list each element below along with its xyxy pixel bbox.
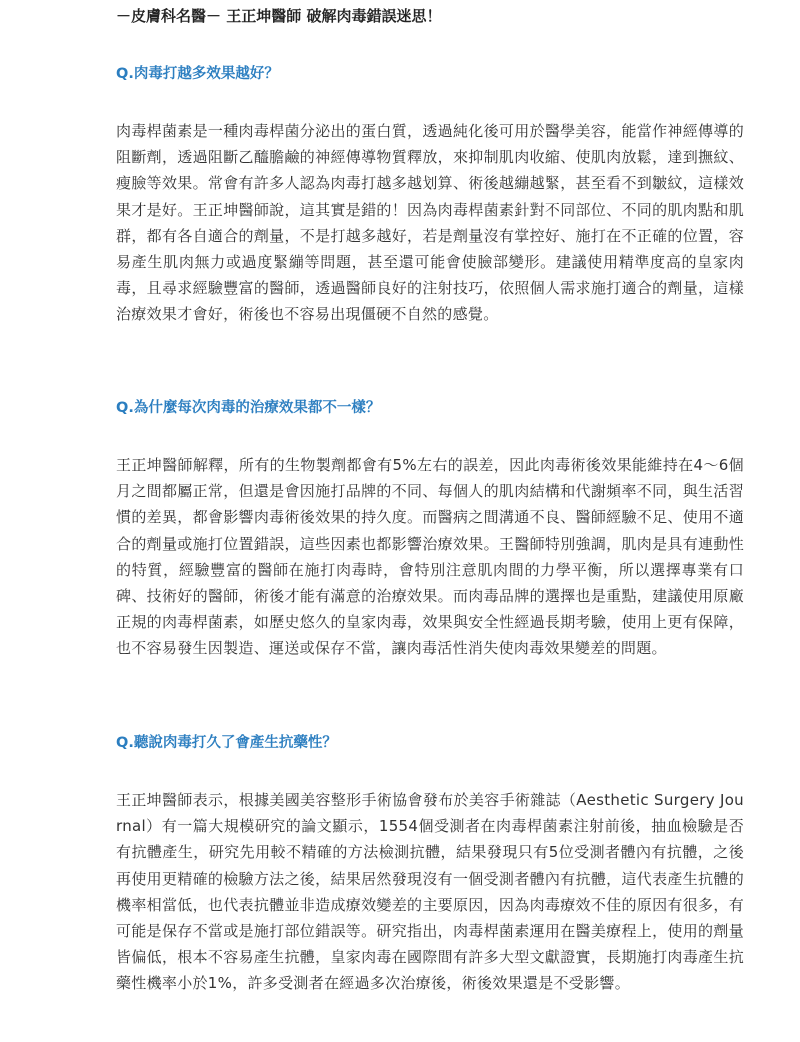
faq-question: Q.肉毒打越多效果越好？ [116,66,279,82]
faq-answer: 王正坤醫師表示，根據美國美容整形手術協會發布於美容手術雜誌（Aesthetic Surgery Journal）有一篇大規模研究的論文顯示，1554個受測者在肉毒桿菌素注射前後，抽血檢驗是否有抗體產生，研究先用較不精確的方法檢測抗體，結果發現只有5位受測者體內有抗體，之後再使用更精確的檢驗方法之後，結果居然發現沒有一個受測者體內有抗體，這代表產生抗體的機率相當低，也代表抗體並非造成療效變差的主要原因，因為肉毒療效不佳的原因有很多，有可能是保存不當或是施打部位錯誤等。研究指出，肉毒桿菌素運用在醫美療程上，使用的劑量皆偏低，根本不容易產生抗體，皇家肉毒在國際間有許多大型文獻證實，長期施打肉毒產生抗藥性機率小於1%，許多受測者在經過多次治療後，術後效果還是不受影響。 [116,791,744,993]
faq-question: Q.聽說肉毒打久了會產生抗藥性？ [116,735,337,751]
faq-answer: 肉毒桿菌素是一種肉毒桿菌分泌出的蛋白質，透過純化後可用於醫學美容，能當作神經傳導的阻斷劑，透過阻斷乙醯膽鹼的神經傳導物質釋放，來抑制肌肉收縮、使肌肉放鬆，達到撫紋、瘦臉等效果。常會有許多人認為肉毒打越多越划算、術後越繃越緊，甚至看不到皺紋，這樣效果才是好。王正坤醫師說，這其實是錯的！因為肉毒桿菌素針對不同部位、不同的肌肉點和肌群，都有各自適合的劑量，不是打越多越好，若是劑量沒有掌控好、施打在不正確的位置，容易產生肌肉無力或過度緊繃等問題，甚至還可能會使臉部變形。建議使用精準度高的皇家肉毒，且尋求經驗豐富的醫師，透過醫師良好的注射技巧，依照個人需求施打適合的劑量，這樣治療效果才會好，術後也不容易出現僵硬不自然的感覺。 [116,122,744,324]
article-headline: －皮膚科名醫－ 王正坤醫師 破解肉毒錯誤迷思！ [116,7,442,25]
faq-question: Q.為什麼每次肉毒的治療效果都不一樣？ [116,400,381,416]
faq-answer: 王正坤醫師解釋，所有的生物製劑都會有5%左右的誤差，因此肉毒術後效果能維持在4～6個月之間都屬正常，但還是會因施打品牌的不同、每個人的肌肉結構和代謝頻率不同，與生活習慣的差異，都會影響肉毒術後效果的持久度。而醫病之間溝通不良、醫師經驗不足、使用不適合的劑量或施打位置錯誤，這些因素也都影響治療效果。王醫師特別強調，肌肉是具有連動性的特質，經驗豐富的醫師在施打肉毒時，會特別注意肌肉間的力學平衡，所以選擇專業有口碑、技術好的醫師，術後才能有滿意的治療效果。而肉毒品牌的選擇也是重點，建議使用原廠正規的肉毒桿菌素，如歷史悠久的皇家肉毒，效果與安全性經過長期考驗，使用上更有保障，也不容易發生因製造、運送或保存不當，讓肉毒活性消失使肉毒效果變差的問題。 [116,456,744,658]
